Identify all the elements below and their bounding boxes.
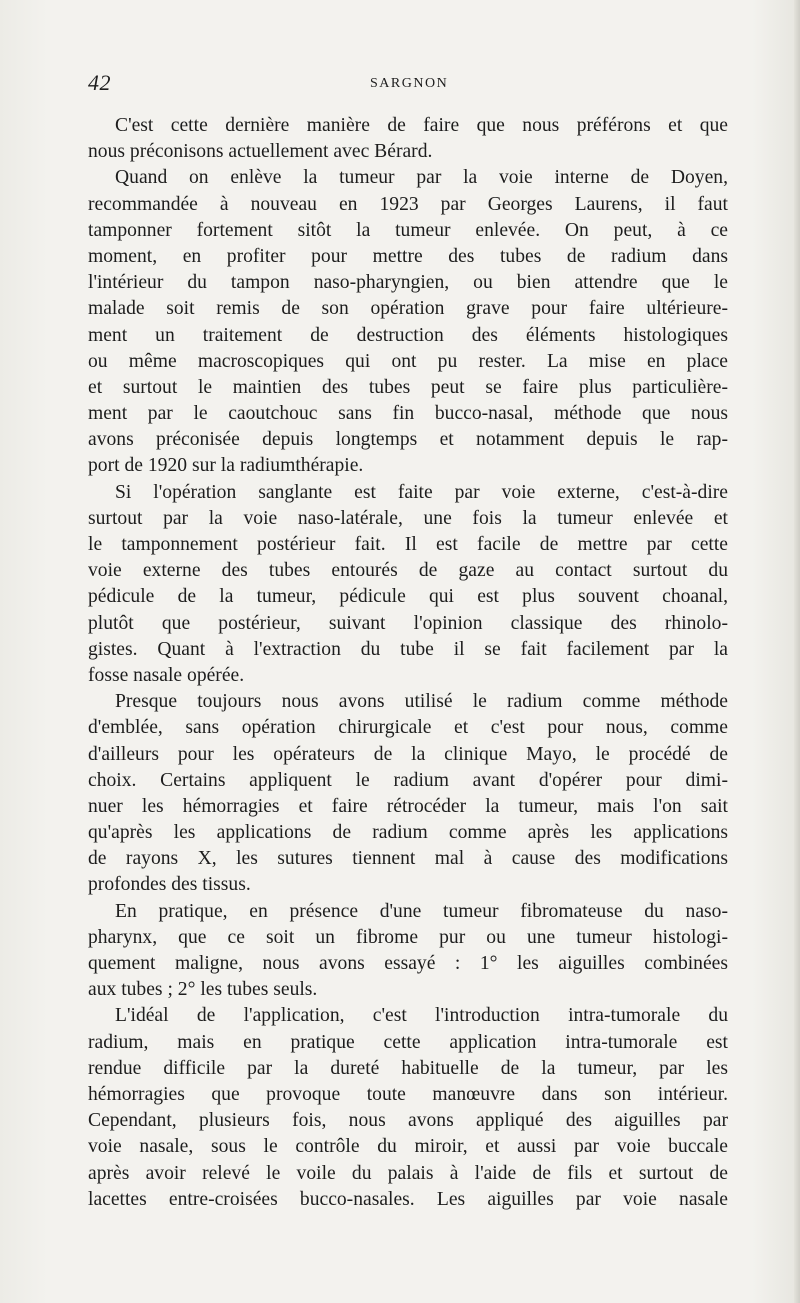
text-line: le tamponnement postérieur fait. Il est facile de mettre par cette: [88, 534, 728, 555]
text-line: gistes. Quant à l'extraction du tube il se fait facilement par la: [88, 638, 728, 660]
text-line: l'intérieur du tampon naso-pharyngien, ou bien attendre que le: [88, 272, 728, 294]
text-line: recommandée à nouveau en 1923 par Georges Laurens, il faut: [88, 193, 728, 215]
text-line: ment un traitement de destruction des éléments histologiques: [88, 324, 728, 346]
text-line: qu'après les applications de radium comme après les applications: [88, 822, 728, 844]
text-line: aux tubes ; 2° les tubes seuls.: [88, 979, 318, 1001]
text-line: port de 1920 sur la radiumthérapie.: [88, 455, 364, 477]
text-line: pédicule de la tumeur, pédicule qui est plus souvent choanal,: [88, 586, 728, 608]
text-line: ou même macroscopiques qui ont pu rester. La mise en place: [88, 350, 728, 372]
text-line: hémorragies que provoque toute manœuvre dans son intérieur.: [88, 1083, 728, 1105]
text-line: profondes des tissus.: [88, 874, 251, 896]
text-line: En pratique, en présence d'une tumeur fibromateuse du naso-: [115, 900, 728, 922]
text-line: malade soit remis de son opération grave pour faire ultérieure-: [88, 298, 728, 320]
text-line: de rayons X, les sutures tiennent mal à cause des modifications: [88, 848, 728, 870]
text-line: Quand on enlève la tumeur par la voie interne de Doyen,: [115, 167, 728, 189]
text-line: rendue difficile par la dureté habituelle de la tumeur, par les: [88, 1057, 728, 1079]
text-line: tamponner fortement sitôt la tumeur enlevée. On peut, à ce: [88, 219, 728, 241]
text-line: nuer les hémorragies et faire rétrocéder la tumeur, mais l'on sait: [88, 795, 728, 817]
page-edge: [794, 0, 800, 1303]
text-line: C'est cette dernière manière de faire que nous préférons et que: [115, 115, 728, 136]
text-line: L'idéal de l'application, c'est l'introduction intra-tumorale du: [115, 1005, 728, 1027]
text-line: lacettes entre-croisées bucco-nasales. Les aiguilles par voie nasale: [88, 1188, 728, 1210]
page-header: [88, 70, 728, 100]
text-line: Presque toujours nous avons utilisé le radium comme méthode: [115, 691, 728, 713]
text-line: surtout par la voie naso-latérale, une fois la tumeur enlevée et: [88, 507, 728, 529]
text-line: Cependant, plusieurs fois, nous avons appliqué des aiguilles par: [88, 1110, 728, 1132]
text-line: pharynx, que ce soit un fibrome pur ou une tumeur histologi-: [88, 926, 728, 948]
text-line: ment par le caoutchouc sans fin bucco-nasal, méthode que nous: [88, 403, 728, 425]
text-line: d'emblée, sans opération chirurgicale et c'est pour nous, comme: [88, 717, 728, 739]
text-line: moment, en profiter pour mettre des tubes de radium dans: [88, 245, 728, 267]
text-line: choix. Certains appliquent le radium avant d'opérer pour dimi-: [88, 769, 728, 791]
text-line: voie nasale, sous le contrôle du miroir, et aussi par voie buccale: [88, 1136, 728, 1158]
text-line: d'ailleurs pour les opérateurs de la clinique Mayo, le procédé de: [88, 743, 728, 765]
body-text: [88, 113, 728, 1213]
running-head: SARGNON: [370, 76, 449, 91]
text-line: Si l'opération sanglante est faite par voie externe, c'est-à-dire: [115, 481, 728, 503]
text-line: avons préconisée depuis longtemps et notamment depuis le rap-: [88, 429, 728, 451]
text-line: quement maligne, nous avons essayé : 1° les aiguilles combinées: [88, 953, 728, 974]
text-line: plutôt que postérieur, suivant l'opinion classique des rhinolo-: [88, 612, 728, 634]
text-line: fosse nasale opérée.: [88, 664, 245, 686]
text-line: nous préconisons actuellement avec Bérard.: [88, 141, 433, 163]
text-line: radium, mais en pratique cette application intra-tumorale est: [88, 1031, 728, 1053]
text-line: et surtout le maintien des tubes peut se faire plus particulière-: [88, 376, 728, 398]
page-number: 42: [88, 70, 111, 95]
text-line: après avoir relevé le voile du palais à l'aide de fils et surtout de: [88, 1162, 728, 1184]
text-line: voie externe des tubes entourés de gaze au contact surtout du: [88, 560, 728, 582]
